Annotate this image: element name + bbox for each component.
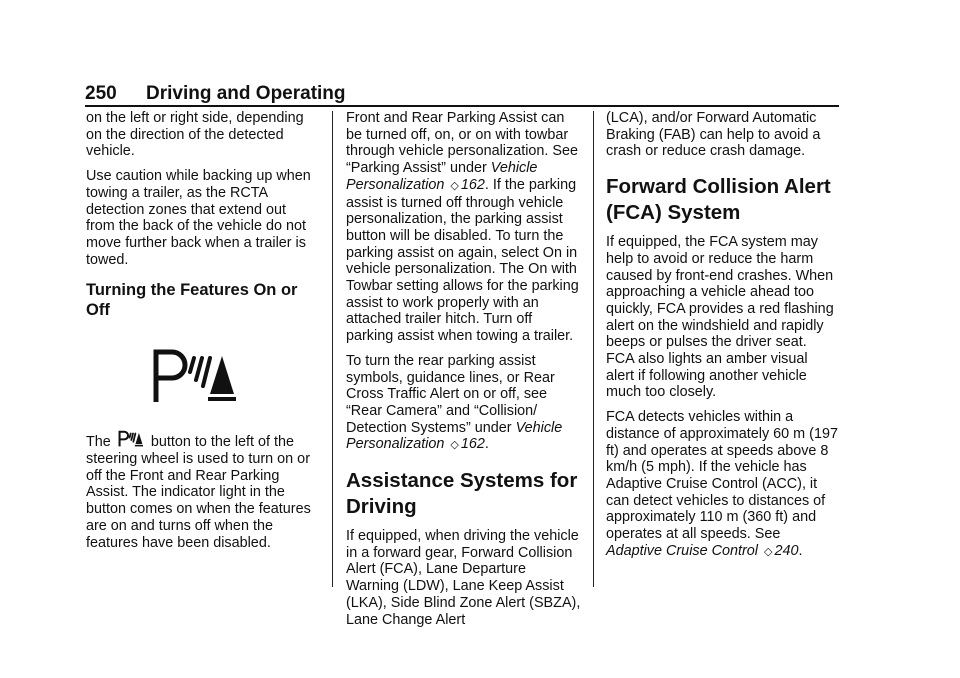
page-header [85, 81, 839, 107]
paragraph: FCA detects vehicles within a distance of approximately 60 m (197 ft) and operates at speeds above 8 km/h (5 mph). If the vehicle has Adaptive Cruise Control (ACC), it can detect vehicles to distances of approximately 110 m (360 ft) and operates at all speeds. See Adaptive Cruise Control ◇ 240. [606, 409, 838, 559]
cross-reference-link[interactable]: Adaptive Cruise Control [606, 542, 758, 559]
parking-assist-icon [116, 430, 146, 447]
page-reference-arrow-icon: ◇ [450, 439, 459, 452]
section-heading: Forward Collision Alert (FCA) System [606, 175, 831, 225]
column-divider [332, 111, 333, 587]
paragraph: Front and Rear Parking Assist can be turned off, on, or on with towbar through vehicle personalization. See “Parking Assist” under Vehicle Personalization ◇ 162. If the parking assist is turned off through vehicle personalization, the parking assist button will be disabled. To turn the parking assist on again, select On in vehicle personalization. The On with Towbar setting allows for the parking assist to work properly with an attached trailer hitch. Turn off parking assist when towing a trailer. [346, 110, 579, 345]
page-reference[interactable]: 240 [774, 542, 799, 559]
section-title: Driving and Operating [146, 83, 346, 104]
cross-reference-link[interactable]: Vehicle Personalization [346, 419, 563, 453]
paragraph: on the left or right side, depending on the direction of the detected vehicle. [86, 110, 304, 160]
cross-reference-link[interactable]: Vehicle Personalization [346, 160, 538, 193]
parking-assist-icon [150, 346, 240, 404]
paragraph: To turn the rear parking assist symbols, guidance lines, or Rear Cross Traffic Alert on or off, see “Rear Camera” and “Collision/ Detection Systems” under Vehicle Personalization ◇ 162. [346, 352, 563, 453]
page-number: 250 [85, 83, 117, 104]
header-rule [85, 105, 839, 107]
page-reference[interactable]: 162 [460, 436, 485, 453]
page-reference[interactable]: 162 [460, 176, 485, 193]
paragraph: If equipped, the FCA system may help to avoid or reduce the harm caused by front-end crashes. When approaching a vehicle ahead too quickly, FCA provides a red flashing alert on the windshield and rapidly beeps or pulses the driver seat. FCA also lights an amber visual alert if following another vehicle much too closely. [606, 234, 834, 401]
paragraph: The button to the left of the steering wheel is used to turn on or off the Front and Rear Parking Assist. The indicator light in the button comes on when the features are on and turns off when the features have been disabled. [86, 430, 316, 551]
column-2 [346, 110, 582, 636]
page-reference-arrow-icon: ◇ [763, 545, 773, 558]
paragraph: (LCA), and/or Forward Automatic Braking (FAB) can help to avoid a crash or reduce crash damage. [606, 110, 821, 160]
subheading: Turning the Features On or Off [86, 281, 298, 320]
icon-figure [86, 320, 316, 430]
column-3 [606, 110, 838, 568]
paragraph: Use caution while backing up when towing a trailer, as the RCTA detection zones that extend out from the back of the vehicle do not move further back when a trailer is towed. [86, 168, 311, 268]
column-divider [593, 111, 594, 587]
column-1 [86, 110, 316, 559]
section-heading: Assistance Systems for Driving [346, 469, 578, 519]
paragraph: If equipped, when driving the vehicle in a forward gear, Forward Collision Alert (FCA), Lane Departure Warning (LDW), Lane Keep Assist (LKA), Side Blind Zone Alert (SBZA), Lane Change Alert [346, 528, 581, 628]
page-reference-arrow-icon: ◇ [450, 179, 459, 192]
